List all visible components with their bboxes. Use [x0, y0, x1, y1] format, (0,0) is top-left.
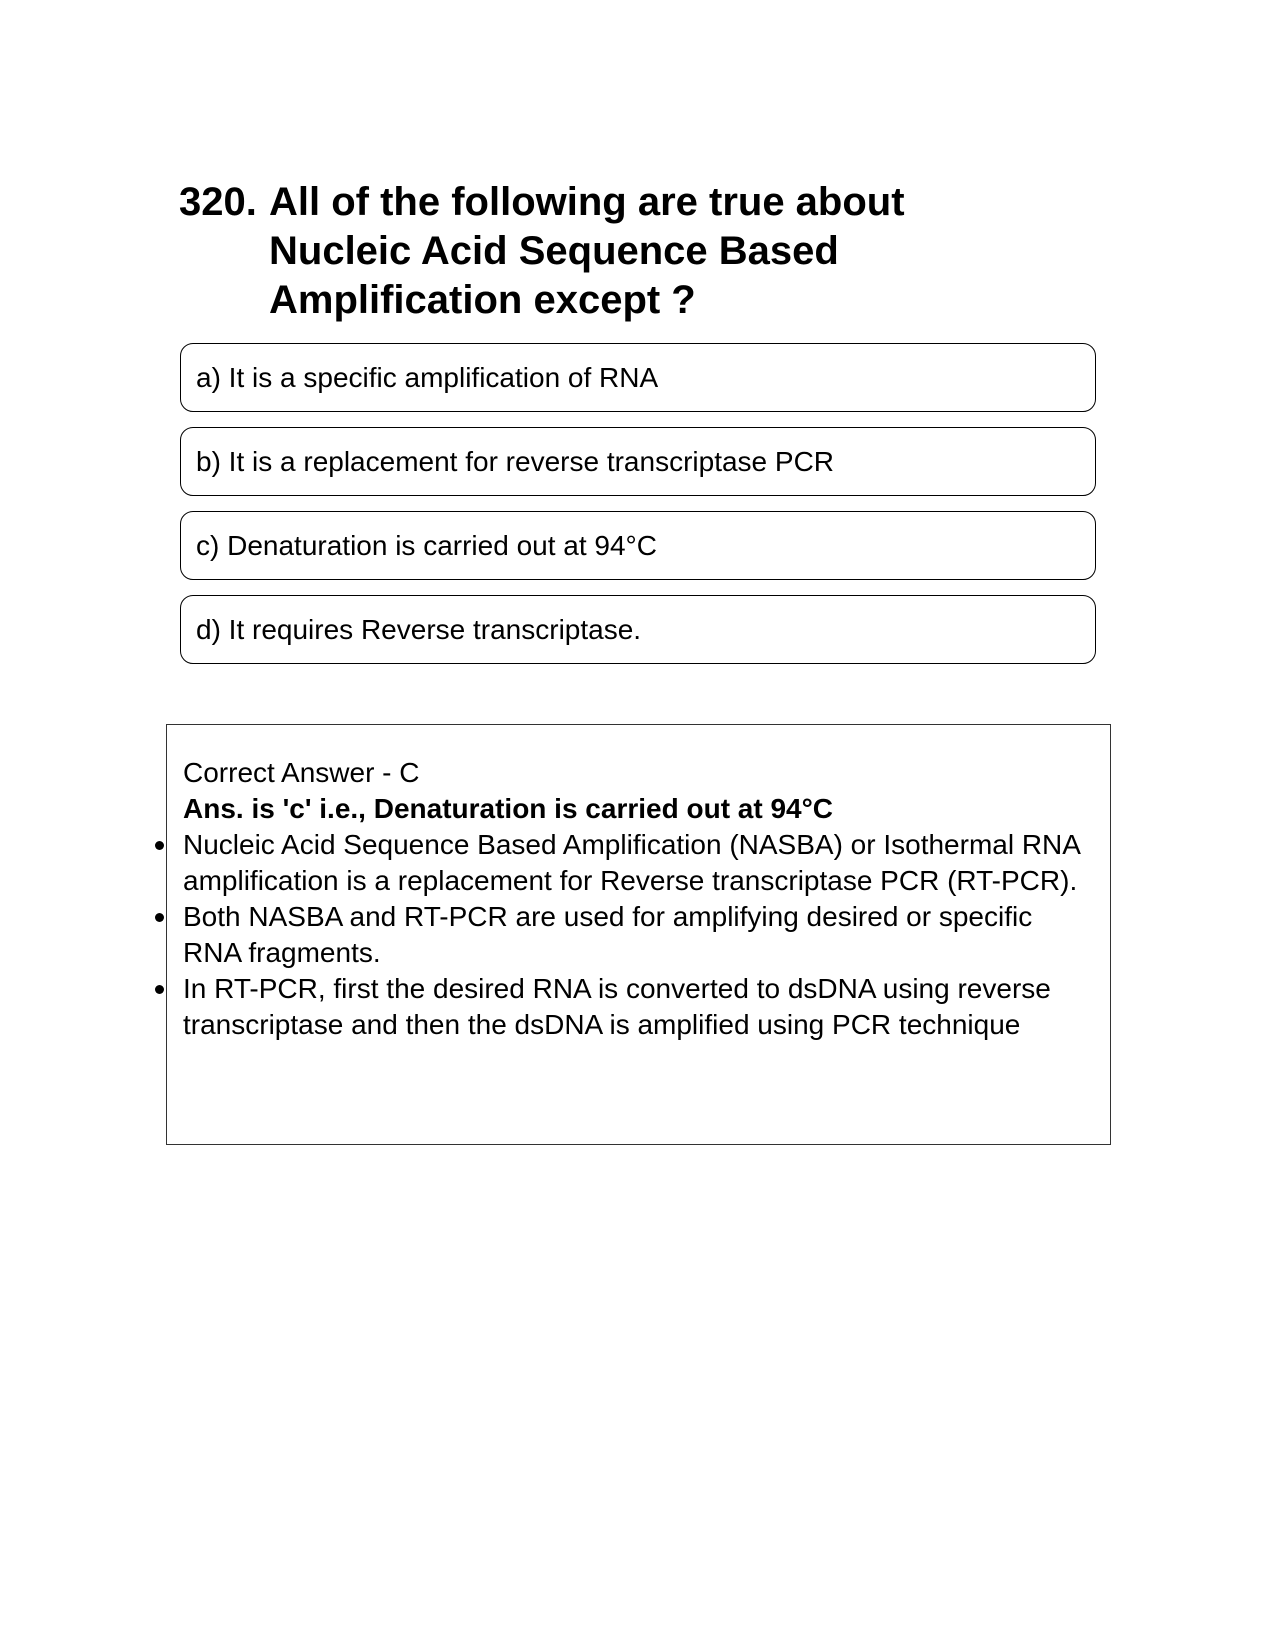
- option-d[interactable]: d) It requires Reverse transcriptase.: [180, 595, 1096, 664]
- explanation-list: [183, 827, 1083, 1043]
- option-b[interactable]: b) It is a replacement for reverse transcriptase PCR: [180, 427, 1096, 496]
- explanation-point: Both NASBA and RT-PCR are used for amplifying desired or specific RNA fragments.: [183, 899, 1083, 971]
- question-number: 320.: [179, 180, 257, 224]
- answer-explanation-box: [166, 724, 1111, 1145]
- option-a[interactable]: a) It is a specific amplification of RNA: [180, 343, 1096, 412]
- explanation-point: Nucleic Acid Sequence Based Amplification (NASBA) or Isothermal RNA amplification is a replacement for Reverse transcriptase PCR (RT-PCR).: [183, 827, 1083, 899]
- option-c[interactable]: c) Denaturation is carried out at 94°C: [180, 511, 1096, 580]
- question-heading: [179, 178, 999, 325]
- answer-summary: Ans. is 'c' i.e., Denaturation is carried out at 94°C: [183, 793, 834, 824]
- answer-content: [183, 755, 1083, 1043]
- correct-answer-line: Correct Answer - C: [183, 757, 420, 788]
- question-text: All of the following are true about Nucleic Acid Sequence Based Amplification except ?: [269, 180, 905, 322]
- explanation-point: In RT-PCR, first the desired RNA is converted to dsDNA using reverse transcriptase and then the dsDNA is amplified using PCR technique: [183, 971, 1083, 1043]
- options-list: [180, 343, 1096, 679]
